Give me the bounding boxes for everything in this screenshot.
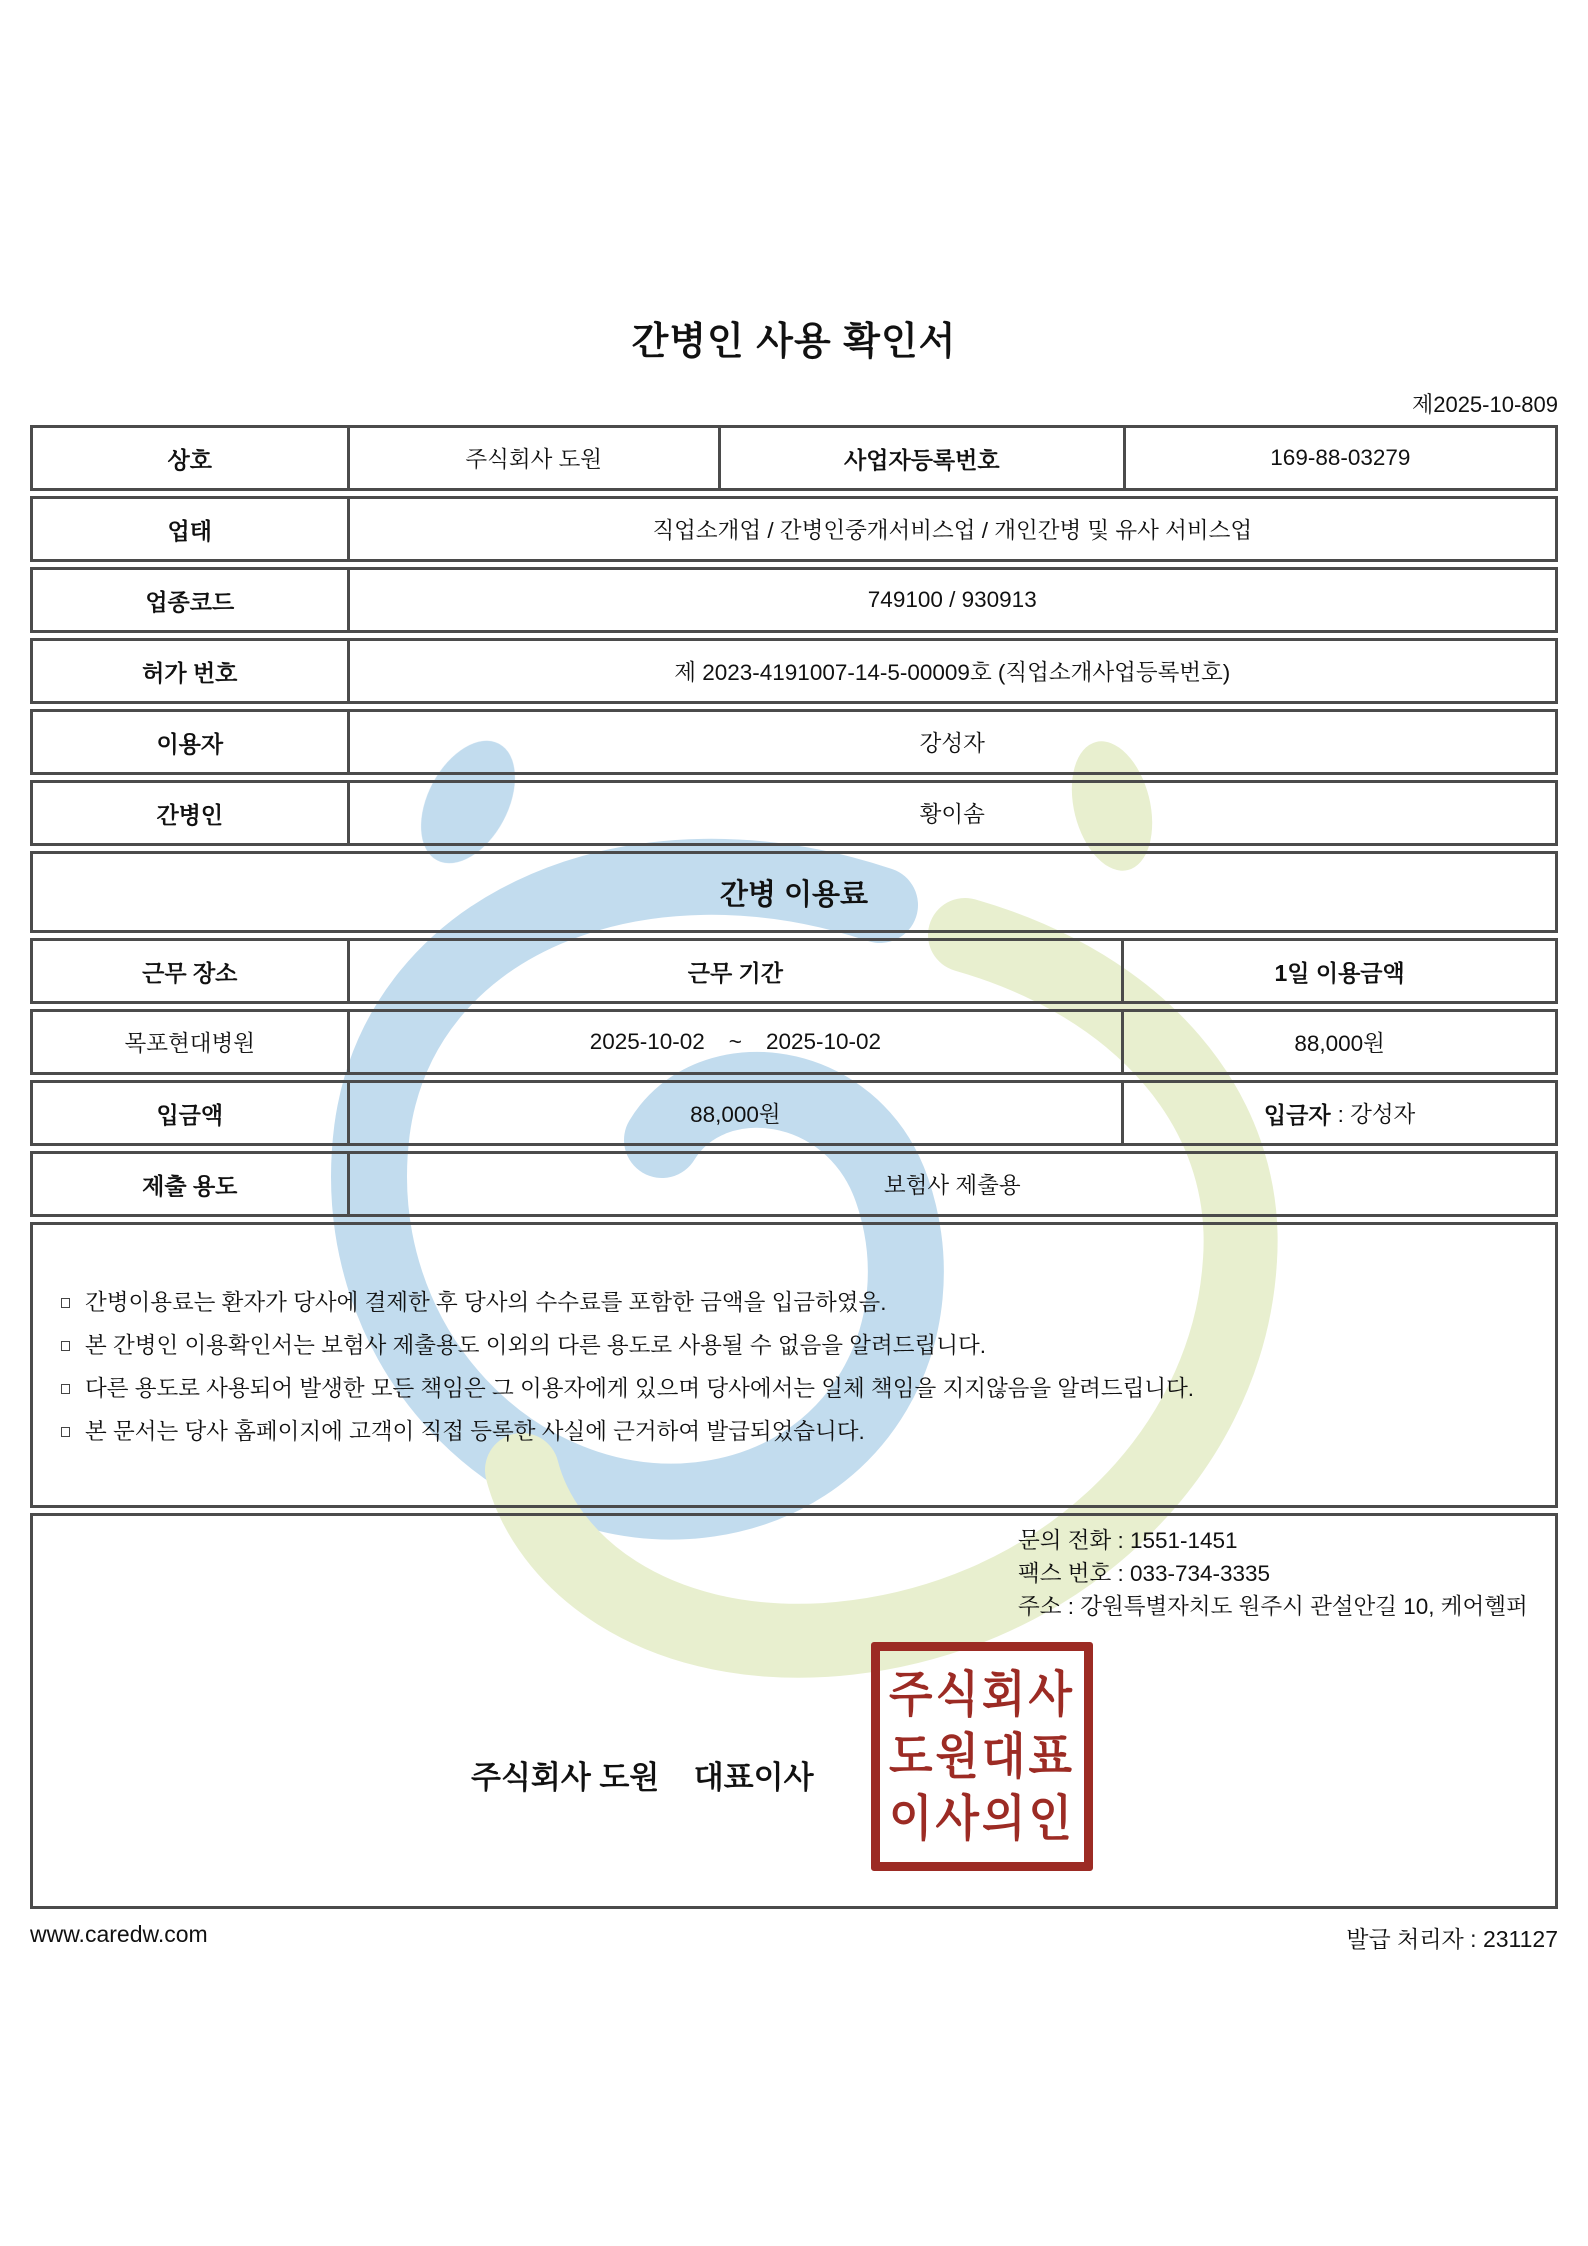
square-bullet-icon bbox=[61, 1298, 70, 1308]
work-period-value bbox=[347, 1012, 1122, 1072]
daily-fee-value: 88,000원 bbox=[1121, 1012, 1555, 1072]
note-text-3: 다른 용도로 사용되어 발생한 모든 책임은 그 이용자에게 있으며 당사에서는 일체 책임을 지지않음을 알려드립니다. bbox=[85, 1376, 1195, 1401]
notes-box bbox=[30, 1222, 1558, 1508]
row-biz-type bbox=[30, 496, 1558, 562]
footer-website: www.caredw.com bbox=[30, 1921, 208, 1947]
biz-type-label: 업태 bbox=[167, 517, 212, 544]
row-fee-values bbox=[30, 1009, 1558, 1075]
caregiver-label: 간병인 bbox=[156, 801, 224, 828]
row-user bbox=[30, 709, 1558, 775]
depositor-cell bbox=[1121, 1083, 1555, 1143]
footer-issued-by: 발급 처리자 : 231127 bbox=[1346, 1926, 1558, 1952]
user-value: 강성자 bbox=[347, 712, 1555, 772]
row-deposit bbox=[30, 1080, 1558, 1146]
page-footer bbox=[30, 1921, 1558, 1954]
row-fee-headers bbox=[30, 938, 1558, 1004]
work-period-end: 2025-10-02 bbox=[765, 1029, 882, 1054]
note-text-1: 간병이용료는 환자가 당사에 결제한 후 당사의 수수료를 포함한 금액을 입금하였음. bbox=[85, 1290, 887, 1315]
license-value: 제 2023-4191007-14-5-00009호 (직업소개사업등록번호) bbox=[347, 641, 1555, 701]
page-title: 간병인 사용 확인서 bbox=[631, 321, 957, 363]
contact-address: 주소 : 강원특별자치도 원주시 관설안길 10, 케어헬퍼 bbox=[1018, 1594, 1528, 1619]
depositor-value: : 강성자 bbox=[1337, 1102, 1416, 1127]
work-place-label: 근무 장소 bbox=[142, 959, 238, 986]
seal-text-line-2: 도원대표 bbox=[889, 1728, 1075, 1784]
row-license-number bbox=[30, 638, 1558, 704]
industry-code-value: 749100 / 930913 bbox=[347, 570, 1555, 630]
row-industry-code bbox=[30, 567, 1558, 633]
contact-block bbox=[1018, 1524, 1528, 1623]
note-item-4 bbox=[61, 1410, 1525, 1453]
note-item-2 bbox=[61, 1324, 1525, 1367]
daily-fee-label: 1일 이용금액 bbox=[1121, 941, 1555, 1001]
biz-reg-value: 169-88-03279 bbox=[1123, 428, 1555, 488]
company-name-value: 주식회사 도원 bbox=[347, 428, 718, 488]
fee-section-title: 간병 이용료 bbox=[719, 878, 869, 911]
row-caregiver bbox=[30, 780, 1558, 846]
biz-type-value: 직업소개업 / 간병인중개서비스업 / 개인간병 및 유사 서비스업 bbox=[347, 499, 1555, 559]
note-item-3 bbox=[61, 1367, 1525, 1410]
work-period-label: 근무 기간 bbox=[347, 941, 1122, 1001]
company-seal-stamp bbox=[871, 1642, 1093, 1871]
contact-phone: 문의 전화 : 1551-1451 bbox=[1018, 1528, 1238, 1553]
deposit-value: 88,000원 bbox=[347, 1083, 1122, 1143]
seal-text-line-1: 주식회사 bbox=[889, 1666, 1075, 1722]
row-purpose bbox=[30, 1151, 1558, 1217]
issuer-box bbox=[30, 1513, 1558, 1909]
company-signature: 주식회사 도원 대표이사 bbox=[471, 1760, 814, 1795]
purpose-label: 제출 용도 bbox=[142, 1172, 238, 1199]
industry-code-label: 업종코드 bbox=[145, 588, 235, 615]
work-period-start: 2025-10-02 bbox=[589, 1029, 705, 1054]
seal-text-line-3: 이사의인 bbox=[889, 1790, 1075, 1846]
note-text-4: 본 문서는 당사 홈페이지에 고객이 직접 등록한 사실에 근거하여 발급되었습니다. bbox=[85, 1419, 865, 1444]
square-bullet-icon bbox=[61, 1384, 70, 1394]
deposit-label: 입금액 bbox=[156, 1101, 224, 1128]
user-label: 이용자 bbox=[156, 730, 224, 757]
biz-reg-label: 사업자등록번호 bbox=[718, 428, 1123, 488]
purpose-value: 보험사 제출용 bbox=[347, 1154, 1555, 1214]
row-fee-section-title bbox=[30, 851, 1558, 933]
license-label: 허가 번호 bbox=[142, 659, 238, 686]
note-item-1 bbox=[61, 1281, 1525, 1324]
company-name-label: 상호 bbox=[167, 446, 212, 473]
square-bullet-icon bbox=[61, 1427, 70, 1437]
company-info-table bbox=[30, 425, 1558, 1217]
work-period-separator: ~ bbox=[728, 1029, 742, 1054]
row-company-name bbox=[30, 425, 1558, 491]
caregiver-value: 황이솜 bbox=[347, 783, 1555, 843]
square-bullet-icon bbox=[61, 1341, 70, 1351]
work-place-value: 목포현대병원 bbox=[124, 1031, 255, 1056]
doc-number: 제2025-10-809 bbox=[1411, 392, 1558, 417]
depositor-label: 입금자 bbox=[1263, 1101, 1331, 1128]
contact-fax: 팩스 번호 : 033-734-3335 bbox=[1018, 1561, 1271, 1586]
note-text-2: 본 간병인 이용확인서는 보험사 제출용도 이외의 다른 용도로 사용될 수 없음을 알려드립니다. bbox=[85, 1333, 986, 1358]
